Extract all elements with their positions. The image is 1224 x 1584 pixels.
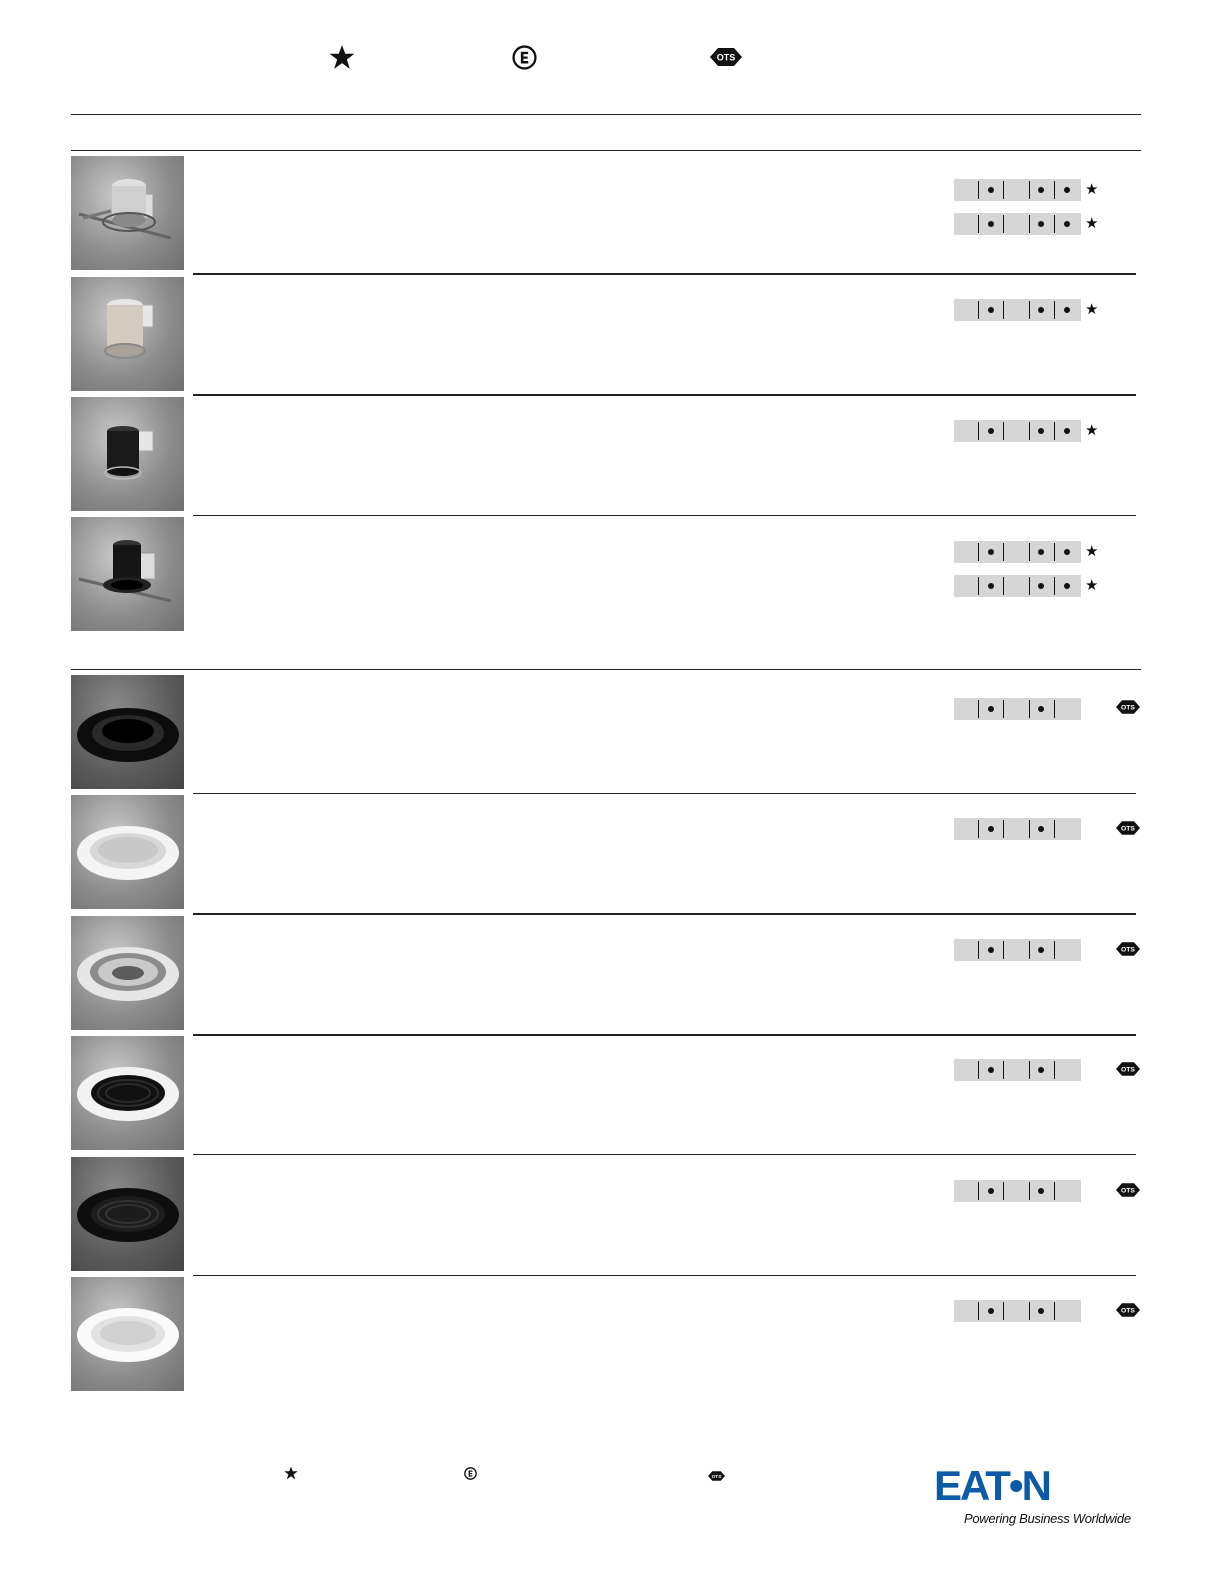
brand-logo-text: EAT•N [934,1462,1050,1509]
row-divider [193,1275,1136,1276]
row-divider [193,273,1136,275]
star-icon: ★ [1085,422,1099,439]
star-icon [284,1466,298,1485]
product-image-housing-bracket-black [71,517,184,631]
spec-bar [954,179,1081,201]
eaton-logo [934,1462,1131,1526]
svg-text:OTS: OTS [1121,704,1135,712]
ots-diamond-icon [1116,942,1140,956]
ots-diamond-icon [1116,1303,1140,1317]
row-divider [193,913,1136,915]
ots-diamond-icon [1116,1062,1140,1076]
ots-diamond-icon [708,1468,725,1486]
svg-text:OTS: OTS [716,52,736,63]
svg-text:OTS: OTS [1121,825,1135,833]
ots-diamond-icon [1116,821,1140,835]
spec-bar [954,698,1081,720]
spec-bar [954,420,1081,442]
section-rule-trims [71,669,1141,670]
star-icon: ★ [1085,577,1099,594]
star-icon: ★ [1085,181,1099,198]
e-circle-icon [512,45,537,75]
section-rule-housings [71,150,1141,151]
star-icon: ★ [1085,543,1099,560]
svg-text:OTS: OTS [711,1474,722,1480]
ots-diamond-icon [1116,700,1140,714]
product-image-trim-white-flat [71,795,184,909]
star-icon: ★ [1085,215,1099,232]
ots-diamond-icon [1116,1183,1140,1197]
row-divider [193,1034,1136,1036]
spec-bar [954,541,1081,563]
spec-bar [954,213,1081,235]
row-divider [193,1154,1136,1155]
brand-tagline: Powering Business Worldwide [964,1511,1131,1526]
product-image-trim-specular-reflector [71,916,184,1030]
ots-diamond-icon [710,48,742,71]
product-image-trim-white-black-baffle [71,1036,184,1150]
spec-bar [954,939,1081,961]
star-icon: ★ [1085,301,1099,318]
product-image-housing-can-silver [71,277,184,391]
spec-bar [954,1180,1081,1202]
spec-bar [954,575,1081,597]
svg-text:OTS: OTS [1121,1066,1135,1074]
spec-bar [954,1059,1081,1081]
svg-text:OTS: OTS [1121,1187,1135,1195]
row-divider [193,394,1136,396]
row-divider [193,793,1136,794]
spec-bar [954,299,1081,321]
spec-bar [954,818,1081,840]
spec-bar [954,1300,1081,1322]
svg-text:OTS: OTS [1121,946,1135,954]
product-image-trim-black [71,675,184,789]
row-divider [193,515,1136,516]
star-icon [329,44,355,75]
product-image-housing-bracket-silver [71,156,184,270]
svg-text:OTS: OTS [1121,1307,1135,1315]
e-circle-icon [464,1467,477,1485]
product-image-trim-black-baffle [71,1157,184,1271]
header-rule [71,114,1141,115]
product-image-trim-white-baffle [71,1277,184,1391]
product-image-housing-can-black [71,397,184,511]
